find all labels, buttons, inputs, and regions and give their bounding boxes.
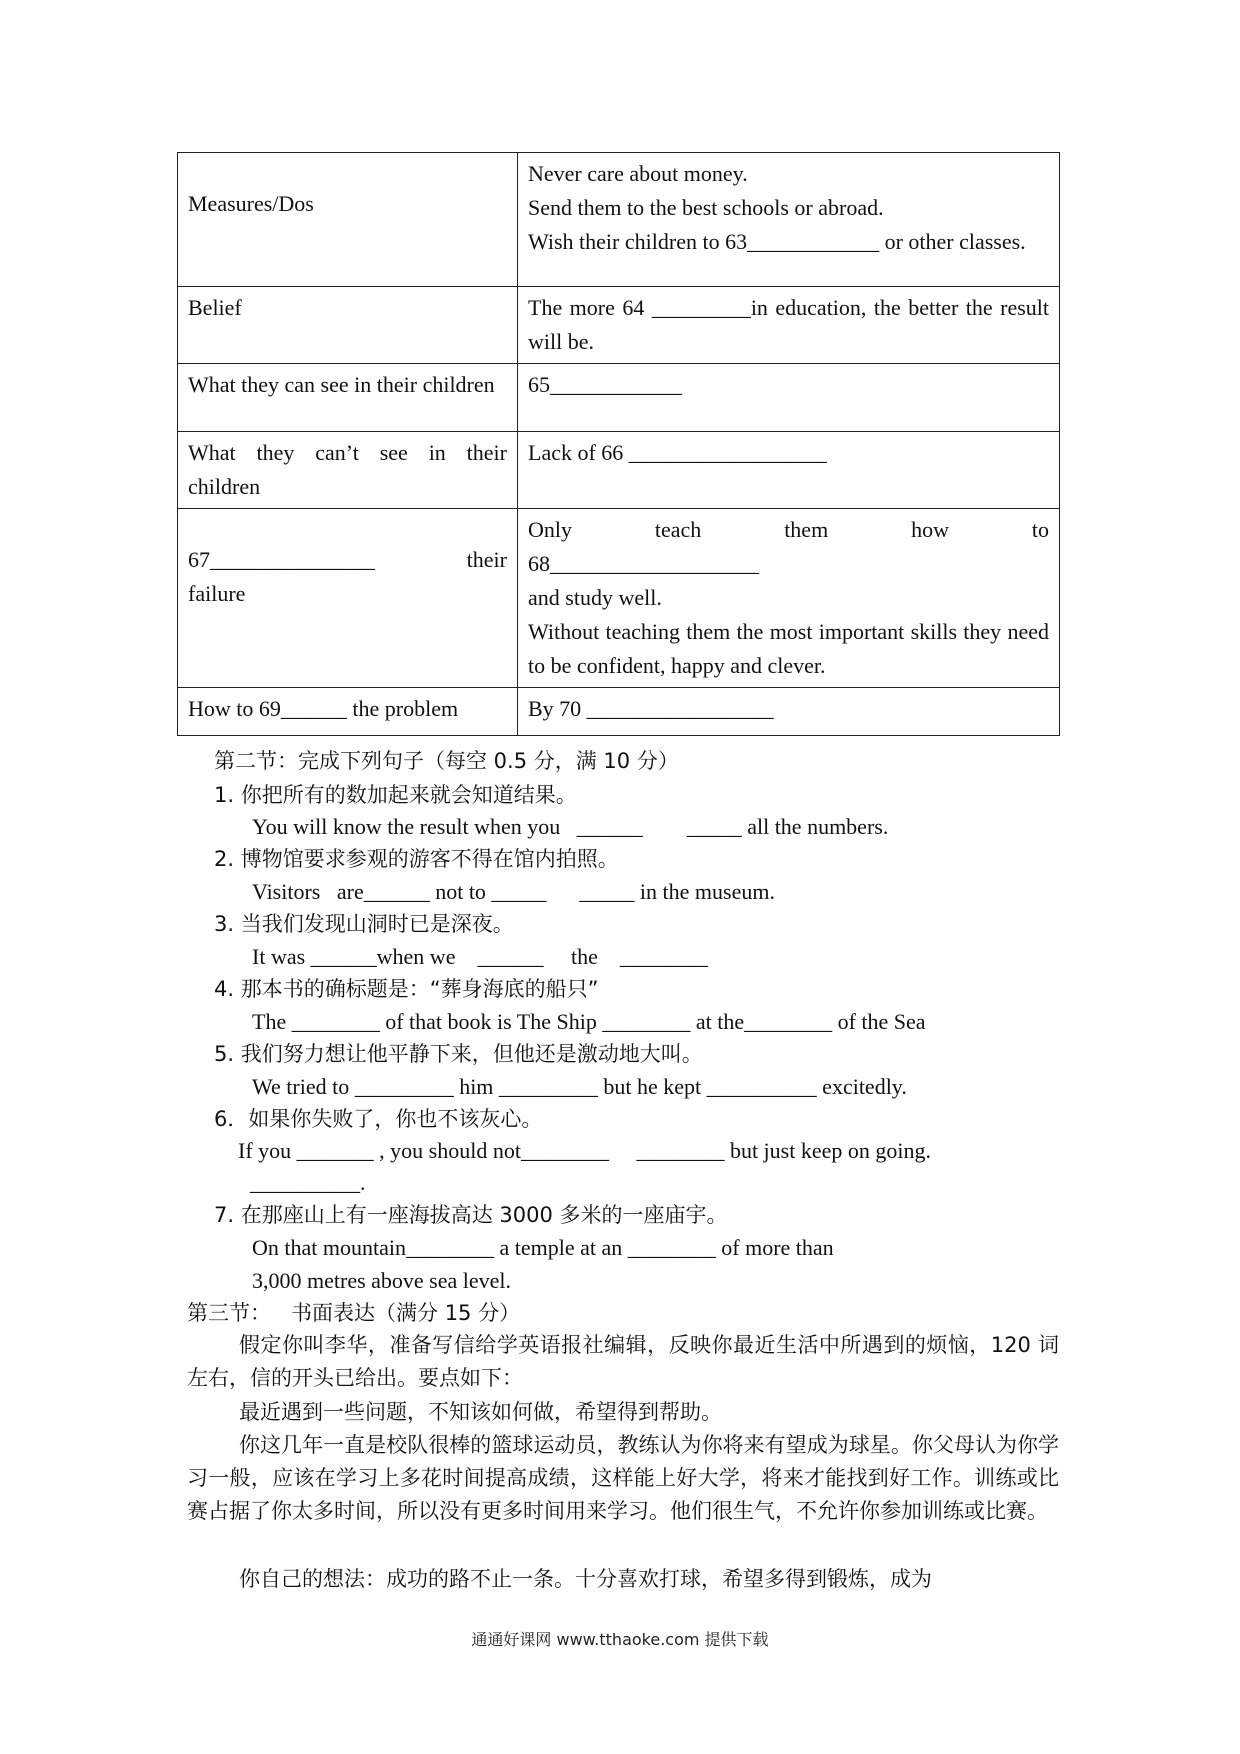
row-content: Never care about money. Send them to the best schools or abroad. Wish their children to 63____________ or other classes. [518,153,1060,287]
table-row [178,287,1060,364]
item3-cn: 3. 当我们发现山洞时已是深夜。 [214,912,514,936]
item4-en: The ________ of that book is The Ship ________ at the________ of the Sea [252,1009,926,1034]
section3-paragraph: 你自己的想法：成功的路不止一条。十分喜欢打球，希望多得到锻炼，成为 [239,1567,932,1591]
item3-en: It was ______when we ______ the ________ [252,944,708,969]
footer-source: 通通好课网 www.tthaoke.com 提供下载 [471,1630,769,1649]
row-label: What they can’t see in their children [178,432,518,509]
table-row [178,364,1060,432]
section3-paragraph: 假定你叫李华，准备写信给学英语报社编辑，反映你最近生活中所遇到的烦恼，120 词左右，信的开头已给出。要点如下： [187,1333,1059,1390]
section3-paragraph: 最近遇到一些问题，不知该如何做，希望得到帮助。 [239,1400,722,1424]
item7-en-cont: 3,000 metres above sea level. [252,1268,512,1293]
row-content: By 70 _________________ [518,688,1060,736]
section3-paragraph: 你这几年一直是校队很棒的篮球运动员，教练认为你将来有望成为球星。你父母认为你学习一般，应该在学习上多花时间提高成绩，这样能上好大学，将来才能找到好工作。训练或比赛占据了你太多时间，所以没有更多时间用来学习。他们很生气，不允许你参加训练或比赛。 [187,1433,1059,1523]
item6-en: If you _______ , you should not________ ________ but just keep on going. [238,1138,931,1163]
item1-en: You will know the result when you ______ _____ all the numbers. [252,814,889,839]
blanks-table [177,152,1060,736]
item6-cn: 6．如果你失败了，你也不该灰心。 [214,1107,543,1131]
item5-cn: 5. 我们努力想让他平静下来，但他还是激动地大叫。 [214,1042,703,1066]
section3-heading: 第三节： 书面表达（满分 15 分） [187,1301,521,1325]
item7-cn: 7. 在那座山上有一座海拔高达 3000 多米的一座庙宇。 [214,1203,728,1227]
row-content: 65____________ [518,364,1060,432]
table-row [178,432,1060,509]
item2-en: Visitors are______ not to _____ _____ in the museum. [252,879,775,904]
item5-en: We tried to _________ him _________ but he kept __________ excitedly. [252,1074,907,1099]
row-label: 67_______________ their failure [178,509,518,688]
table-row [178,688,1060,736]
table-row [178,509,1060,688]
item6-en-cont: __________. [250,1170,366,1195]
row-label: What they can see in their children [178,364,518,432]
row-content: The more 64 _________in education, the better the result will be. [518,287,1060,364]
item2-cn: 2. 博物馆要求参观的游客不得在馆内拍照。 [214,847,619,871]
item1-cn: 1. 你把所有的数加起来就会知道结果。 [214,783,577,807]
row-label: How to 69______ the problem [178,688,518,736]
item4-cn: 4. 那本书的确标题是：“葬身海底的船只” [214,977,599,1001]
table-row [178,153,1060,287]
row-label: Measures/Dos [178,153,518,287]
row-label: Belief [178,287,518,364]
section2-heading: 第二节：完成下列句子（每空 0.5 分，满 10 分） [214,749,679,773]
row-content: Lack of 66 __________________ [518,432,1060,509]
item7-en: On that mountain________ a temple at an ________ of more than [252,1235,834,1260]
row-content: Only teach them how to 68___________________ and study well. Without teaching them the most important skills they need to be confident, happy and clever. [518,509,1060,688]
